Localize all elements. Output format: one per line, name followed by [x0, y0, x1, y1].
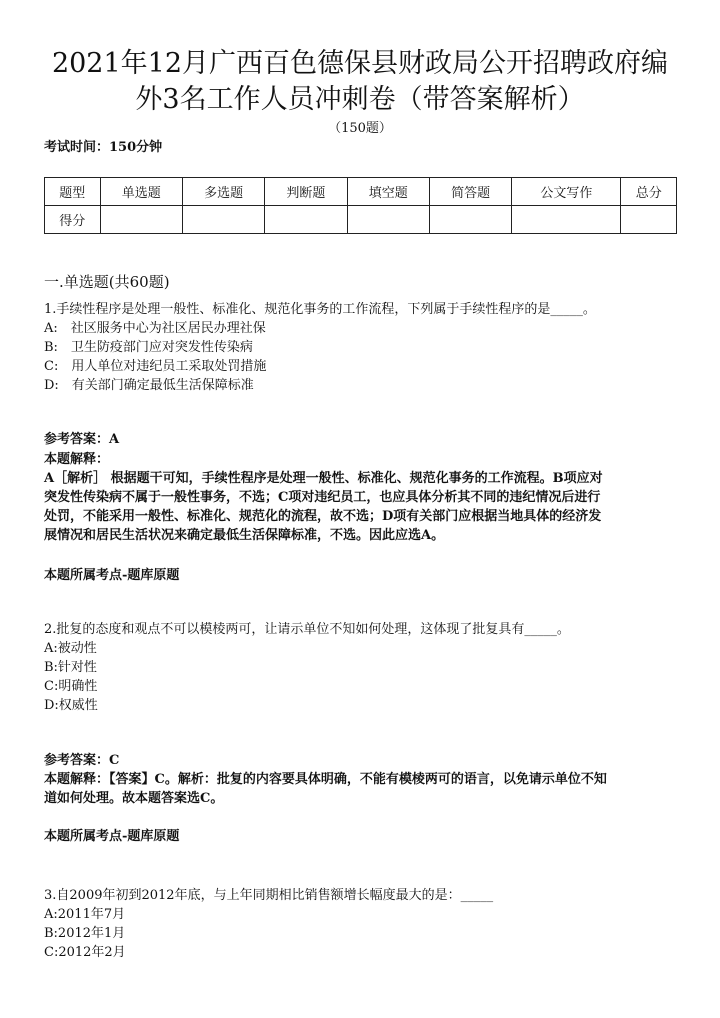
score-cell[interactable]: [512, 206, 621, 234]
table-cell: 总分: [621, 178, 677, 206]
question-count: （150题）: [328, 121, 392, 136]
explanation-line: 突发性传染病不属于一般性事务，不选；C项对违纪员工，也应具体分析其不同的违纪情况后进行: [44, 490, 601, 505]
score-cell[interactable]: [100, 206, 182, 234]
question-stem: 3.自2009年初到2012年底，与上年同期相比销售额增长幅度最大的是：_____: [44, 888, 494, 903]
table-cell: 单选题: [100, 178, 182, 206]
option: D:权威性: [44, 698, 98, 713]
table-cell: 简答题: [429, 178, 511, 206]
explanation-line: 道如何处理。故本题答案选C。: [44, 791, 224, 806]
table-header-row: [45, 178, 677, 206]
option: C:明确性: [44, 679, 98, 694]
table-cell: 填空题: [347, 178, 429, 206]
explanation-line: 本题解释：【答案】C。解析：批复的内容要具体明确，不能有模棱两可的语言，以免请示单位不知: [44, 772, 607, 787]
score-cell[interactable]: [621, 206, 677, 234]
option: C:2012年2月: [44, 945, 126, 960]
explanation-line: 展情况和居民生活状况来确定最低生活保障标准，不选。因此应选A。: [44, 528, 445, 543]
option: D: 有关部门确定最低生活保障标准: [44, 378, 254, 393]
table-cell: 多选题: [182, 178, 264, 206]
option: A:2011年7月: [44, 907, 126, 922]
table-cell: 得分: [45, 206, 101, 234]
exam-time: 考试时间：150分钟: [44, 140, 163, 155]
doc-title-line1: 2021年12月广西百色德保县财政局公开招聘政府编: [51, 48, 669, 79]
option: A: 社区服务中心为社区居民办理社保: [44, 321, 266, 336]
source: 本题所属考点-题库原题: [44, 568, 180, 583]
answer: 参考答案：A: [44, 432, 120, 447]
section-title: 一.单选题(共60题): [44, 273, 170, 291]
option: B: 卫生防疫部门应对突发性传染病: [44, 340, 253, 355]
option: B:2012年1月: [44, 926, 126, 941]
explanation-line: A［解析］ 根据题干可知，手续性程序是处理一般性、标准化、规范化事务的工作流程。B项应对: [44, 471, 603, 486]
option: B:针对性: [44, 660, 97, 675]
score-cell[interactable]: [182, 206, 264, 234]
table-cell: 公文写作: [512, 178, 621, 206]
table-row: [45, 206, 677, 234]
explanation-label: 本题解释：: [44, 452, 110, 467]
question-stem: 1.手续性程序是处理一般性、标准化、规范化事务的工作流程，下列属于手续性程序的是_____。: [44, 302, 596, 317]
option: A:被动性: [44, 641, 97, 656]
score-cell[interactable]: [347, 206, 429, 234]
score-cell[interactable]: [429, 206, 511, 234]
score-cell[interactable]: [265, 206, 347, 234]
source: 本题所属考点-题库原题: [44, 829, 180, 844]
table-cell: 题型: [45, 178, 101, 206]
table-cell: 判断题: [265, 178, 347, 206]
option: C: 用人单位对违纪员工采取处罚措施: [44, 359, 267, 374]
score-table: [44, 177, 677, 234]
doc-title-line2: 外3名工作人员冲刺卷（带答案解析）: [135, 84, 585, 115]
explanation-line: 处罚，不能采用一般性、标准化、规范化的流程，故不选；D项有关部门应根据当地具体的经济发: [44, 509, 602, 524]
answer: 参考答案：C: [44, 753, 120, 768]
question-stem: 2.批复的态度和观点不可以模棱两可，让请示单位不知如何处理，这体现了批复具有_____。: [44, 622, 570, 637]
